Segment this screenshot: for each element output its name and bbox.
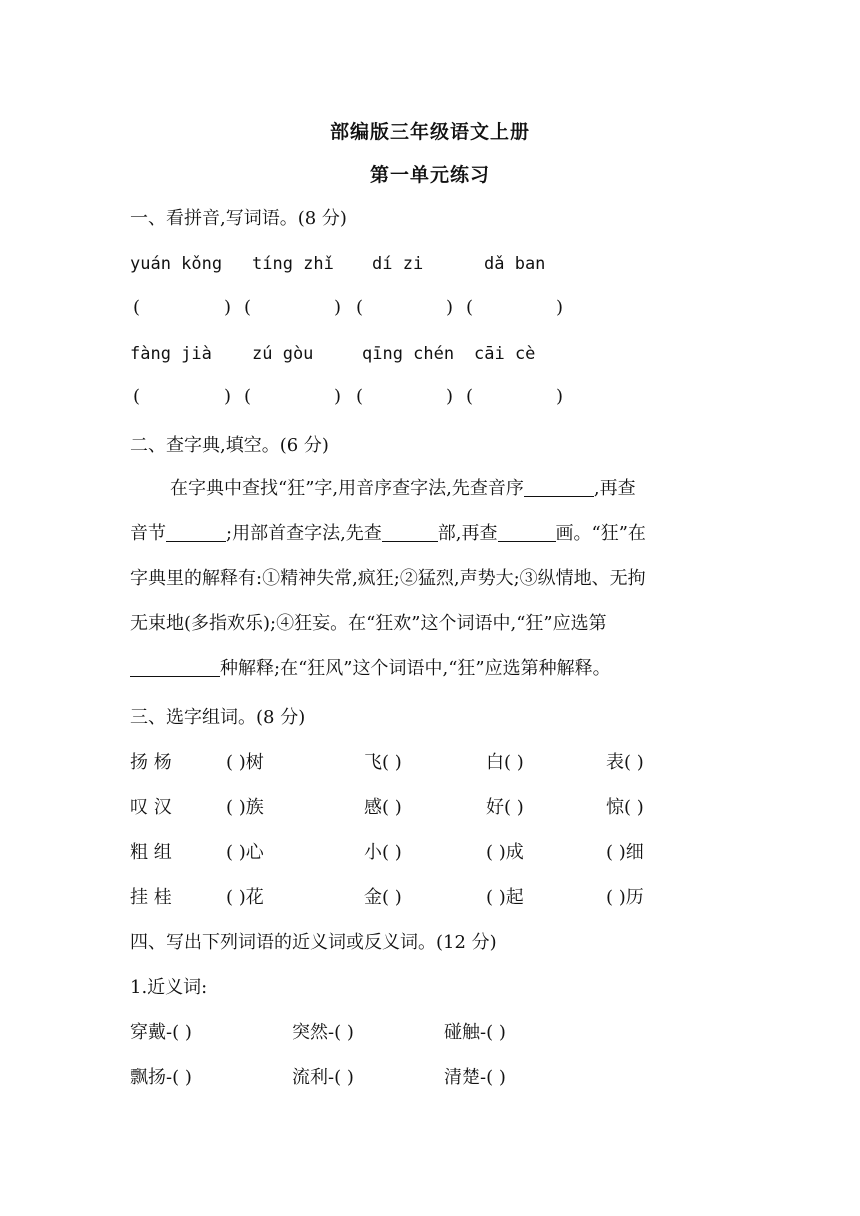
char-pair: 扬 杨	[130, 752, 172, 773]
word-blank[interactable]: 表( )	[606, 752, 644, 773]
page-subtitle: 第一单元练习	[369, 164, 490, 186]
pinyin-1: yuán kǒng	[130, 254, 223, 274]
synonym-item[interactable]: 流利-( )	[292, 1067, 354, 1088]
answer-box-close: )	[334, 386, 342, 407]
answer-box-open: (	[244, 386, 252, 407]
fill-blank[interactable]	[130, 658, 220, 677]
synonym-item[interactable]: 碰触-( )	[444, 1022, 506, 1043]
section-1-heading: 一、看拼音,写词语。(8 分)	[130, 208, 347, 229]
answer-box-open: (	[356, 297, 364, 318]
word-blank[interactable]: 惊( )	[606, 797, 644, 818]
word-blank[interactable]: ( )起	[486, 887, 524, 908]
answer-box-close: )	[334, 297, 342, 318]
fill-blank[interactable]	[382, 523, 438, 542]
answer-box-open: (	[466, 386, 474, 407]
fill-blank[interactable]	[524, 478, 594, 497]
para-text: 字典里的解释有:①精神失常,疯狂;②猛烈,声势大;③纵情地、无拘	[130, 568, 646, 589]
section-4-heading: 四、写出下列词语的近义词或反义词。(12 分)	[130, 932, 497, 953]
answer-box-open: (	[133, 297, 141, 318]
pinyin-4: dǎ ban	[484, 254, 546, 274]
synonym-subheading: 1.近义词:	[130, 977, 208, 998]
word-blank[interactable]: 金( )	[364, 887, 402, 908]
answer-box-open: (	[466, 297, 474, 318]
word-blank[interactable]: 小( )	[364, 842, 402, 863]
fill-blank[interactable]	[166, 523, 226, 542]
answer-box-open: (	[356, 386, 364, 407]
pinyin-8: cāi cè	[474, 344, 536, 364]
answer-box-close: )	[556, 386, 564, 407]
char-pair: 粗 组	[130, 842, 172, 863]
synonym-item[interactable]: 穿戴-( )	[130, 1022, 192, 1043]
answer-box-open: (	[133, 386, 141, 407]
answer-box-close: )	[224, 386, 232, 407]
section-2-heading: 二、查字典,填空。(6 分)	[130, 435, 329, 456]
pinyin-5: fàng jià	[130, 344, 212, 364]
synonym-item[interactable]: 突然-( )	[292, 1022, 354, 1043]
page-title: 部编版三年级语文上册	[329, 121, 530, 143]
para-text: 无束地(多指欢乐);④狂妄。在“狂欢”这个词语中,“狂”应选第	[130, 613, 607, 634]
word-blank[interactable]: ( )历	[606, 887, 644, 908]
para-text: 种解释;在“狂风”这个词语中,“狂”应选第种解释。	[220, 658, 611, 679]
word-blank[interactable]: 好( )	[486, 797, 524, 818]
word-blank[interactable]: ( )细	[606, 842, 644, 863]
word-blank[interactable]: 感( )	[364, 797, 402, 818]
answer-box-close: )	[556, 297, 564, 318]
fill-blank[interactable]	[498, 523, 556, 542]
pinyin-3: dí zi	[372, 254, 424, 274]
answer-box-close: )	[224, 297, 232, 318]
section-2-paragraph	[130, 466, 730, 691]
word-blank[interactable]: ( )心	[226, 842, 264, 863]
para-text: 音节	[130, 523, 166, 544]
word-blank[interactable]: ( )成	[486, 842, 524, 863]
para-text: 部,再查	[437, 523, 498, 544]
char-pair: 叹 汉	[130, 797, 172, 818]
word-blank[interactable]: 飞( )	[364, 752, 402, 773]
pinyin-7: qīng chén	[362, 344, 455, 364]
section-3-heading: 三、选字组词。(8 分)	[130, 707, 306, 728]
answer-box-close: )	[446, 386, 454, 407]
word-blank[interactable]: ( )族	[226, 797, 264, 818]
para-text: 画。“狂”在	[555, 523, 646, 544]
para-text: 在字典中查找“狂”字,用音序查字法,先查音序	[170, 478, 524, 499]
para-text: ;用部首查字法,先查	[226, 523, 382, 544]
word-blank[interactable]: ( )花	[226, 887, 264, 908]
char-pair: 挂 桂	[130, 887, 172, 908]
pinyin-6: zú gòu	[252, 344, 314, 364]
pinyin-2: tíng zhǐ	[252, 254, 334, 274]
para-text: ,再查	[593, 478, 636, 499]
word-blank[interactable]: 白( )	[486, 752, 524, 773]
answer-box-close: )	[446, 297, 454, 318]
synonym-item[interactable]: 飘扬-( )	[130, 1067, 192, 1088]
word-blank[interactable]: ( )树	[226, 752, 264, 773]
answer-box-open: (	[244, 297, 252, 318]
synonym-item[interactable]: 清楚-( )	[444, 1067, 506, 1088]
